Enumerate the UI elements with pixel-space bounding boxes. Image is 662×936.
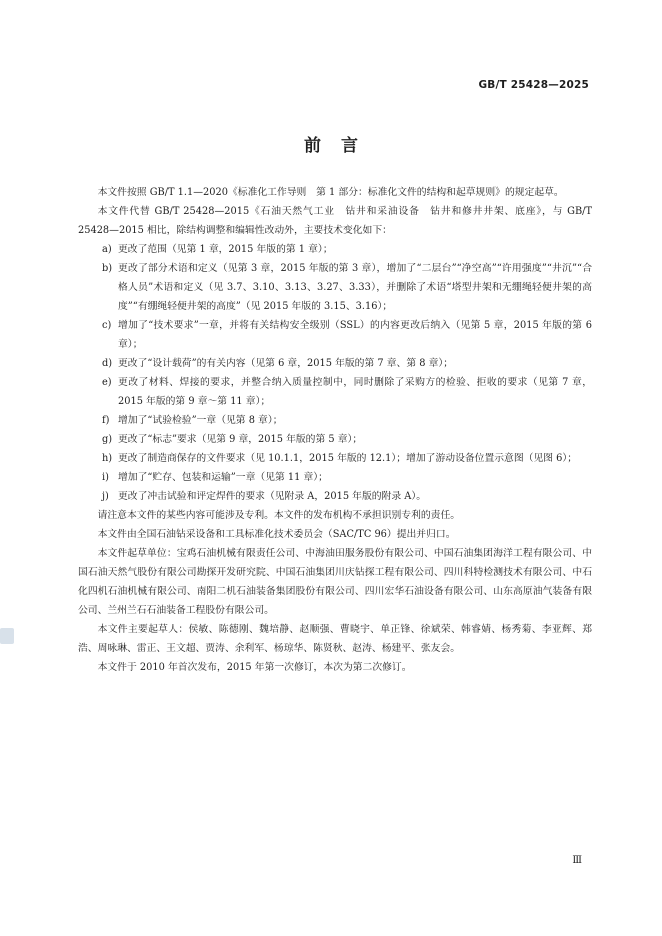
list-marker: d) — [102, 358, 113, 369]
list-item — [78, 373, 592, 411]
list-item-text: 增加了“试验检验”一章（见第 8 章）； — [118, 415, 283, 426]
list-marker: g) — [102, 434, 113, 445]
list-item-text: 更改了“设计载荷”的有关内容（见第 6 章，2015 年版的第 7 章、第 8 章）； — [118, 358, 454, 369]
proposer-paragraph: 本文件由全国石油钻采设备和工具标准化技术委员会（SAC/TC 96）提出并归口。 — [97, 529, 456, 540]
side-tab-icon — [0, 628, 14, 644]
list-marker: i) — [102, 472, 109, 483]
list-item — [78, 240, 592, 259]
list-item — [78, 468, 592, 487]
list-item — [78, 259, 592, 316]
drafting-organizations: 本文件起草单位：宝鸡石油机械有限责任公司、中海油田服务股份有限公司、中国石油集团海洋工程有限公司、中国石油天然气股份有限公司勘探开发研究院、中国石油集团川庆钻探工程有限公司、四川科特检测技术有限公司、中石化四机石油机械有限公司、南阳二机石油装备集团股份有限公司、四川宏华石油设备有限公司、山东高原油气装备有限公司、兰州兰石石油装备工程股份有限公司。 — [78, 548, 592, 616]
intro-paragraph: 本文件按照 GB/T 1.1—2020《标准化工作导则 第 1 部分：标准化文件的结构和起草规则》的规定起草。 — [97, 187, 564, 198]
list-item — [78, 411, 592, 430]
document-body — [78, 183, 592, 677]
page-title: 前言 — [304, 136, 378, 156]
list-item — [78, 430, 592, 449]
drafters: 本文件主要起草人：侯敏、陈德刚、魏培静、赵顺强、曹晓宇、单正锋、徐斌荣、韩睿婧、杨秀菊、李亚辉、郑浩、周咏琳、雷正、王文超、贾涛、余利军、杨琼华、陈贤秋、赵涛、杨建平、张友会。 — [78, 624, 592, 654]
list-item-text: 增加了“贮存、包装和运输”一章（见第 11 章）； — [118, 472, 328, 483]
standard-number: GB/T 25428—2025 — [478, 79, 589, 91]
list-item — [78, 354, 592, 373]
publication-history: 本文件于 2010 年首次发布，2015 年第一次修订，本次为第二次修订。 — [97, 662, 412, 673]
list-marker: f) — [102, 415, 110, 426]
list-item-text: 更改了冲击试验和评定焊件的要求（见附录 A，2015 年版的附录 A）。 — [118, 491, 427, 502]
list-marker: j) — [102, 491, 109, 502]
list-item — [78, 449, 592, 468]
list-marker: a) — [102, 244, 112, 255]
list-marker: c) — [102, 320, 112, 331]
intro-paragraph: 本文件代替 GB/T 25428—2015《石油天然气工业 钻井和采油设备 钻井和修井井架、底座》，与 GB/T 25428—2015 相比，除结构调整和编辑性改动外，主要技术变化如下： — [78, 206, 592, 236]
list-item-text: 增加了“技术要求”一章，并将有关结构安全级别（SSL）的内容更改后纳入（见第 5 章，2015 年版的第 6 章）； — [118, 320, 592, 350]
list-marker: b) — [102, 263, 113, 274]
list-item-text: 更改了制造商保存的文件要求（见 10.1.1，2015 年版的 12.1）；增加了游动设备位置示意图（见图 6）； — [118, 453, 578, 464]
page-number: Ⅲ — [572, 855, 582, 866]
list-item-text: 更改了材料、焊接的要求，并整合纳入质量控制中，同时删除了采购方的检验、拒收的要求（见第 7 章，2015 年版的第 9 章～第 11 章）； — [118, 377, 592, 407]
technical-changes-list — [78, 240, 592, 506]
list-item — [78, 316, 592, 354]
list-item-text: 更改了范围（见第 1 章，2015 年版的第 1 章）； — [118, 244, 333, 255]
patent-notice: 请注意本文件的某些内容可能涉及专利。本文件的发布机构不承担识别专利的责任。 — [97, 510, 461, 521]
list-item-text: 更改了“标志”要求（见第 9 章，2015 年版的第 5 章）； — [118, 434, 363, 445]
list-marker: h) — [102, 453, 113, 464]
list-marker: e) — [102, 377, 112, 388]
list-item — [78, 487, 592, 506]
list-item-text: 更改了部分术语和定义（见第 3 章，2015 年版的第 3 章），增加了“二层台”“净空高”“许用强度”“井沉”“合格人员”术语和定义（见 3.7、3.10、3.13、3.27、3.33），并删除了术语“塔型井架和无绷绳轻便井架的高度”“有绷绳轻便井架的高度”（见 2015 年版的 3.15、3.16）； — [118, 263, 592, 312]
